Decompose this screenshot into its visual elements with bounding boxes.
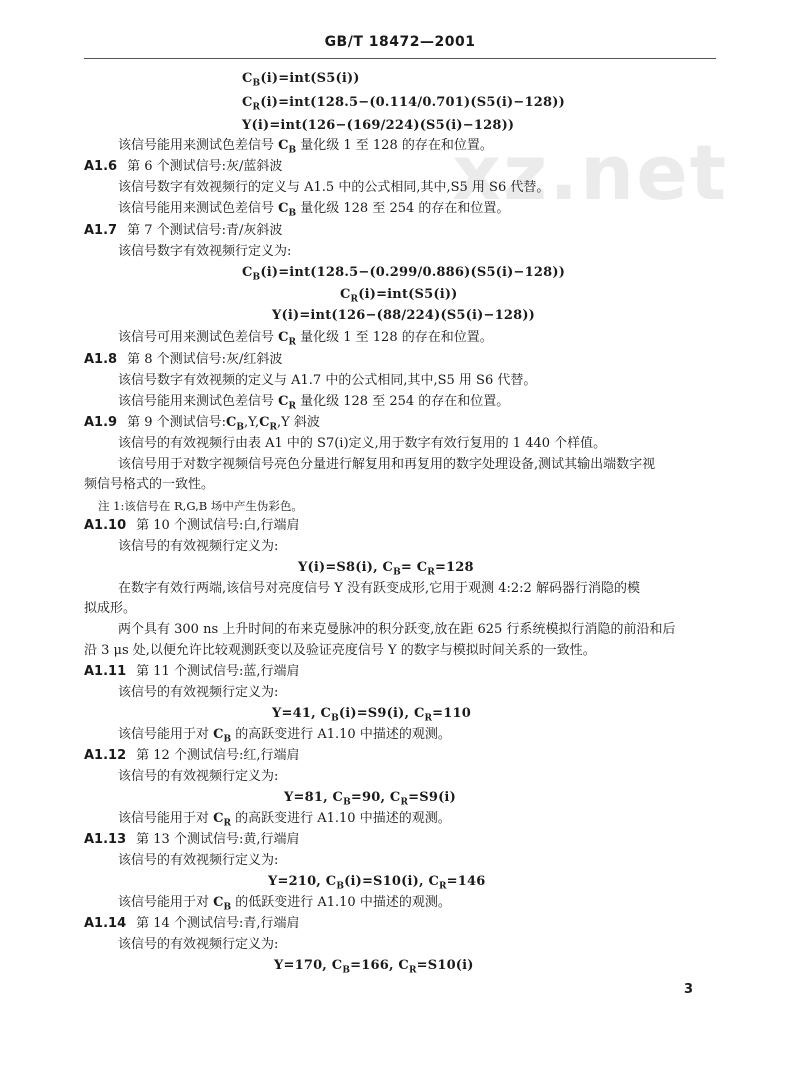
section-heading	[84, 663, 299, 681]
section-title: 第 11 个测试信号:蓝,行端肩	[136, 664, 300, 679]
paragraph: 该信号能用来测试色差信号 $C_B$ 量化级 1 至 128 的存在和位置。	[118, 138, 493, 156]
section-number: A1.11	[84, 664, 127, 679]
section-title: 第 6 个测试信号:灰/蓝斜波	[127, 159, 283, 174]
section-number: A1.10	[84, 518, 127, 533]
paragraph: 该信号数字有效视频的定义与 A1.7 中的公式相同,其中,S5 用 S6 代替。	[118, 373, 537, 388]
section-heading	[84, 158, 282, 176]
paragraph-continuation: 拟成形。	[84, 601, 137, 616]
section-heading	[84, 414, 320, 437]
equation: Y=41, $C_B(i)=S9(i)$, $C_R=110$	[272, 706, 472, 724]
section-heading	[84, 517, 299, 535]
paragraph: 该信号的有效视频行由表 A1 中的 S7(i)定义,用于数字有效行复用的 1 440 个样值。	[118, 436, 607, 451]
paragraph: 该信号能用来测试色差信号 $C_R$ 量化级 128 至 254 的存在和位置。	[118, 394, 510, 412]
equation: Y=81, $C_B=90$, $C_R=S9(i)$	[284, 790, 456, 808]
section-title: 第 12 个测试信号:红,行端肩	[136, 748, 300, 763]
paragraph: 该信号的有效视频行定义为:	[118, 937, 279, 952]
paragraph: 该信号的有效视频行定义为:	[118, 539, 279, 554]
paragraph: 该信号能用于对 $C_B$ 的高跃变进行 A1.10 中描述的观测。	[118, 727, 451, 745]
paragraph: 该信号数字有效视频行的定义与 A1.5 中的公式相同,其中,S5 用 S6 代替。	[118, 180, 550, 195]
section-title: 第 8 个测试信号:灰/红斜波	[127, 352, 283, 367]
section-heading	[84, 747, 299, 765]
section-number: A1.7	[84, 223, 118, 238]
paragraph: 该信号可用来测试色差信号 $C_R$ 量化级 1 至 128 的存在和位置。	[118, 330, 493, 348]
section-number: A1.14	[84, 916, 127, 931]
section-title: 第 10 个测试信号:白,行端肩	[136, 518, 300, 533]
page-header: GB/T 18472—2001	[324, 34, 476, 50]
section-title: 第 7 个测试信号:青/灰斜波	[127, 223, 283, 238]
section-title: 第 13 个测试信号:黄,行端肩	[136, 832, 300, 847]
equation: $C_B(i)=int(S5(i))$	[242, 71, 360, 89]
paragraph: 该信号能用来测试色差信号 $C_B$ 量化级 128 至 254 的存在和位置。	[118, 201, 510, 219]
paragraph-continuation: 频信号格式的一致性。	[84, 477, 215, 492]
paragraph: 该信号的有效视频行定义为:	[118, 685, 279, 700]
paragraph: 该信号的有效视频行定义为:	[118, 853, 279, 868]
section-title: 第 14 个测试信号:青,行端肩	[136, 916, 300, 931]
section-title: 第 9 个测试信号$:C_B,Y,C_R,Y$ 斜波	[127, 415, 320, 433]
paragraph: 该信号用于对数字视频信号亮色分量进行解复用和再复用的数字处理设备,测试其输出端数字视	[118, 457, 656, 472]
section-number: A1.6	[84, 159, 118, 174]
section-number: A1.8	[84, 352, 118, 367]
page-number: 3	[684, 982, 694, 997]
section-heading	[84, 351, 282, 369]
note: 注 1:该信号在 R,G,B 场中产生伪彩色。	[98, 499, 303, 513]
equation: $C_R(i)=int(S5(i))$	[340, 287, 458, 305]
equation: Y=210, $C_B(i)=S10(i)$, $C_R=146$	[268, 874, 486, 892]
section-heading	[84, 915, 299, 933]
section-heading	[84, 222, 282, 240]
paragraph: 该信号能用于对 $C_R$ 的高跃变进行 A1.10 中描述的观测。	[118, 811, 451, 829]
paragraph: 在数字有效行两端,该信号对亮度信号 Y 没有跃变成形,它用于观测 4:2:2 解码器行消隐的模	[118, 581, 640, 596]
section-heading	[84, 831, 299, 849]
equation: $C_B(i)=int(128.5-(0.299/0.886)(S5(i)-128))$	[242, 265, 566, 283]
equation: Y(i)=int(126−(88/224)(S5(i)−128))	[272, 308, 536, 323]
section-number: A1.12	[84, 748, 127, 763]
equation: Y(i)=int(126−(169/224)(S5(i)−128))	[242, 118, 515, 133]
section-number: A1.13	[84, 832, 127, 847]
paragraph: 两个具有 300 ns 上升时间的布来克曼脉冲的积分跃变,放在距 625 行系统模拟行消隐的前沿和后	[118, 622, 676, 637]
header-rule	[84, 58, 716, 59]
section-number: A1.9	[84, 415, 118, 430]
watermark: xz.net	[452, 128, 729, 217]
paragraph: 该信号的有效视频行定义为:	[118, 769, 279, 784]
equation: Y(i)=S8(i), $C_B= C_R=128$	[298, 560, 474, 578]
equation: $C_R(i)=int(128.5-(0.114/0.701)(S5(i)-128))$	[242, 95, 565, 113]
paragraph: 该信号数字有效视频行定义为:	[118, 244, 292, 259]
paragraph-continuation: 沿 3 μs 处,以便允许比较观测跃变以及验证亮度信号 Y 的数字与模拟时间关系的一致性。	[84, 643, 596, 658]
paragraph: 该信号能用于对 $C_B$ 的低跃变进行 A1.10 中描述的观测。	[118, 895, 451, 913]
equation: Y=170, $C_B=166$, $C_R=S10(i)$	[274, 958, 474, 976]
